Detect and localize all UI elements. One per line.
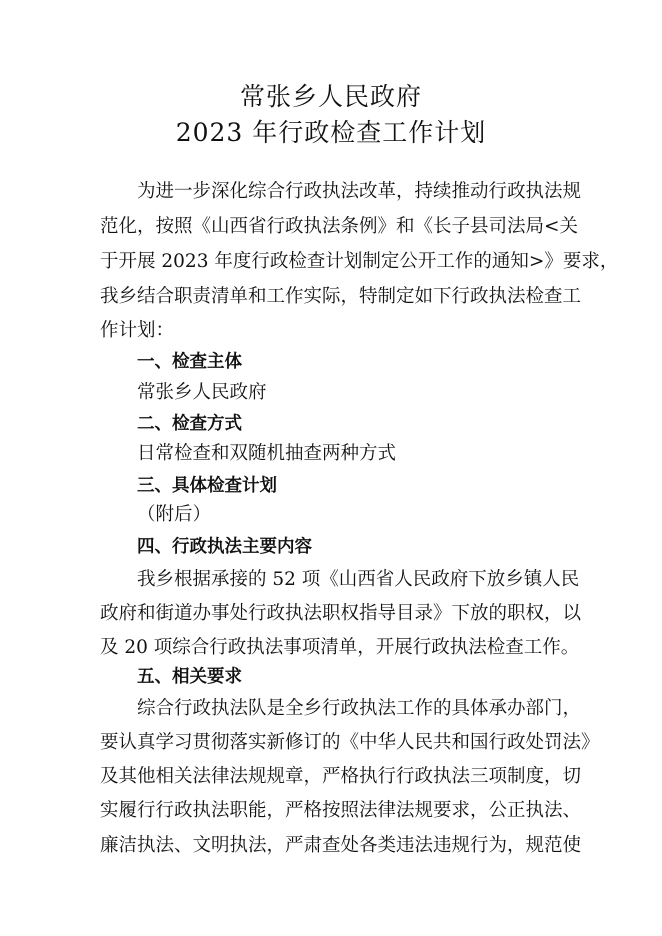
section-heading-1: 一、检查主体 [137, 352, 242, 372]
document-title-line-2: 2023 年行政检查工作计划 [175, 118, 487, 147]
section-heading-4: 四、行政执法主要内容 [137, 537, 312, 557]
section-heading-2: 二、检查方式 [137, 414, 242, 434]
section-5-body-line-1: 综合行政执法队是全乡行政执法工作的具体承办部门， [137, 698, 582, 719]
intro-line-5: 作计划： [100, 320, 175, 341]
section-5-body-line-3: 及其他相关法律法规规章，严格执行行政执法三项制度，切 [100, 766, 582, 787]
intro-line-1: 为进一步深化综合行政执法改革，持续推动行政执法规 [137, 181, 582, 202]
section-4-body-line-3: 及 20 项综合行政执法事项清单，开展行政执法检查工作。 [100, 637, 580, 658]
section-1-body-line-1: 常张乡人民政府 [137, 382, 267, 403]
section-3-body-line-1: （附后） [137, 504, 212, 525]
section-2-body-line-1: 日常检查和双随机抽查两种方式 [137, 443, 397, 464]
section-5-body-line-2: 要认真学习贯彻落实新修订的《中华人民共和国行政处罚法》 [100, 732, 600, 753]
section-5-body-line-4: 实履行行政执法职能，严格按照法律法规要求，公正执法、 [100, 800, 582, 821]
section-5-body-line-5: 廉洁执法、文明执法，严肃查处各类违法违规行为，规范使 [100, 835, 582, 856]
section-4-body-line-1: 我乡根据承接的 52 项《山西省人民政府下放乡镇人民 [137, 569, 580, 590]
section-heading-5: 五、相关要求 [137, 667, 242, 687]
intro-line-4: 我乡结合职责清单和工作实际，特制定如下行政执法检查工 [100, 286, 582, 307]
section-4-body-line-2: 政府和街道办事处行政执法职权指导目录》下放的职权，以 [100, 603, 582, 624]
section-heading-3: 三、具体检查计划 [137, 476, 277, 496]
document-title-line-1: 常张乡人民政府 [239, 82, 422, 111]
intro-line-2: 范化，按照《山西省行政执法条例》和《长子县司法局<关 [100, 216, 579, 237]
intro-line-3: 于开展 2023 年度行政检查计划制定公开工作的通知>》要求， [100, 251, 619, 272]
